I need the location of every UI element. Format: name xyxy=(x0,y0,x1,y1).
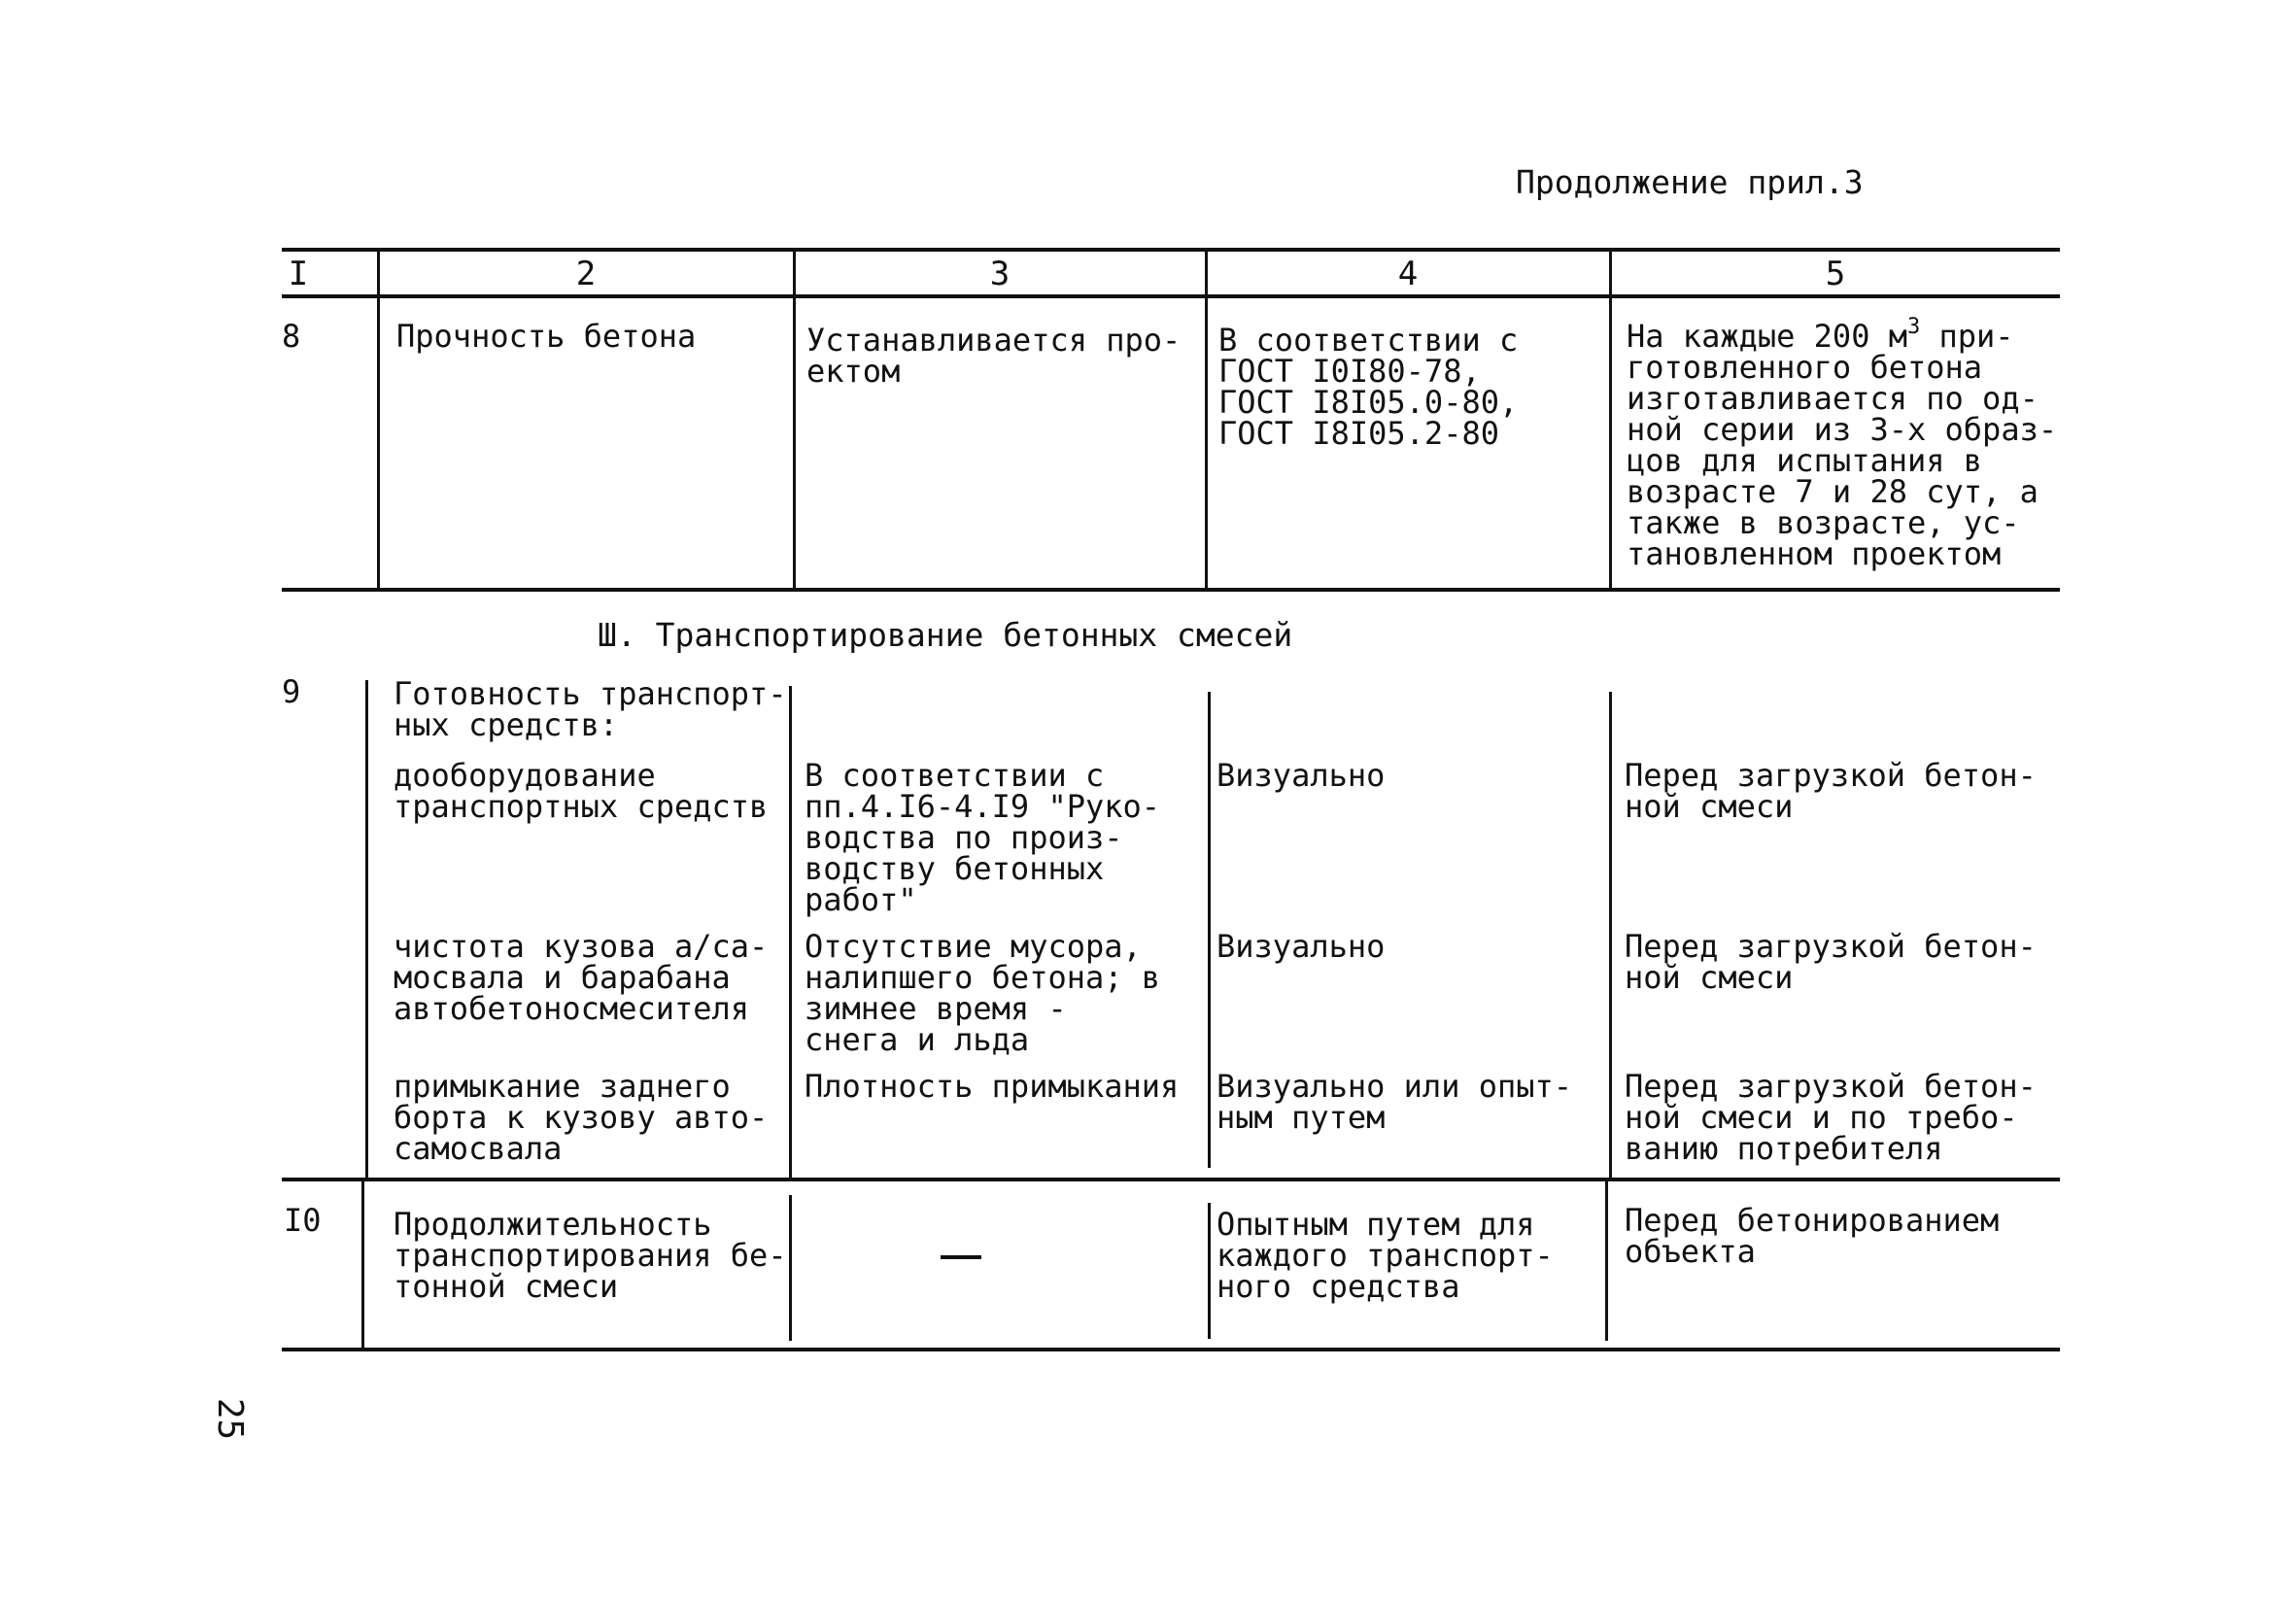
requirement-cell: Плотность примыкания xyxy=(805,1068,1180,1105)
row8-bottom-rule xyxy=(282,588,2060,592)
col-divider-4 xyxy=(1605,1180,1608,1341)
method-cell: В соответствии с ГОСТ I0I80-78, ГОСТ I8I05.0-80, ГОСТ I8I05.2-80 xyxy=(1218,322,1519,452)
parameter-cell: Продолжительность транспортирования бе- тонной смеси xyxy=(394,1206,787,1305)
empty-dash xyxy=(941,1255,981,1259)
frequency-cell: Перед бетонированием объекта xyxy=(1625,1202,2000,1270)
page-number: 25 xyxy=(210,1397,251,1441)
method-cell: Опытным путем для каждого транспорт- ного средства xyxy=(1217,1206,1554,1305)
col-divider-3 xyxy=(1205,248,1208,590)
column-header: 2 xyxy=(575,255,597,293)
parameter-heading: Готовность транспорт- ных средств: xyxy=(394,675,787,743)
header-bottom-rule xyxy=(282,294,2060,298)
requirement-cell: В соответствии с пп.4.I6-4.I9 "Руко- водства по произ- водству бетонных работ" xyxy=(805,757,1161,918)
col-divider-4 xyxy=(1609,692,1612,1180)
row-number: 8 xyxy=(282,318,301,355)
parameter-cell: дооборудование транспортных средств xyxy=(394,757,769,825)
table-top-rule xyxy=(282,248,2060,252)
unit-superscript: 3 xyxy=(1906,315,1921,339)
frequency-cell: Перед загрузкой бетон- ной смеси xyxy=(1625,757,2037,825)
parameter-cell: Прочность бетона xyxy=(396,318,697,355)
frequency-cell: Перед загрузкой бетон- ной смеси и по требо- ванию потребителя xyxy=(1625,1068,2037,1167)
row-number: 9 xyxy=(282,673,301,710)
frequency-cell: Перед загрузкой бетон- ной смеси xyxy=(1625,928,2037,996)
col-divider-3 xyxy=(1208,1203,1211,1339)
col-divider-2 xyxy=(793,248,796,590)
table-bottom-rule xyxy=(282,1348,2060,1351)
column-header: I xyxy=(288,255,309,293)
col-divider-3 xyxy=(1208,692,1211,1168)
method-cell: Визуально xyxy=(1217,757,1386,794)
column-header: 5 xyxy=(1825,255,1846,293)
col-divider-2 xyxy=(789,686,792,1180)
continuation-heading: Продолжение прил.3 xyxy=(1516,163,1864,201)
col-divider-4 xyxy=(1609,248,1612,590)
section-title: Ш. Транспортирование бетонных смесей xyxy=(598,616,1293,654)
row9-bottom-rule xyxy=(282,1178,2060,1181)
requirement-cell: Устанавливается про- ектом xyxy=(806,322,1182,390)
frequency-cell xyxy=(1627,315,2058,572)
method-cell: Визуально xyxy=(1217,928,1386,965)
parameter-cell: примыкание заднего борта к кузову авто- самосвала xyxy=(394,1068,769,1167)
column-header: 3 xyxy=(989,255,1011,293)
column-header: 4 xyxy=(1397,255,1419,293)
frequency-text-rest: при- готовленного бетона изготавливается по од- ной серии из 3-х образ- цов для испытания в возрасте 7 и 28 сут, а также в возрасте, ус- тановленном проектом xyxy=(1627,318,2058,572)
method-cell: Визуально или опыт- ным путем xyxy=(1217,1068,1573,1136)
row-number: I0 xyxy=(284,1202,322,1239)
col-divider-1 xyxy=(377,248,380,590)
requirement-cell: Отсутствие мусора, налипшего бетона; в зимнее время - снега и льда xyxy=(805,928,1161,1058)
requirement-cell xyxy=(939,1236,957,1267)
col-divider-1 xyxy=(365,680,368,1180)
parameter-cell: чистота кузова а/са- мосвала и барабана автобетоносмесителя xyxy=(394,928,769,1027)
frequency-text-start: На каждые 200 м xyxy=(1627,318,1907,355)
col-divider-2 xyxy=(789,1195,792,1341)
col-divider-1 xyxy=(361,1180,364,1351)
